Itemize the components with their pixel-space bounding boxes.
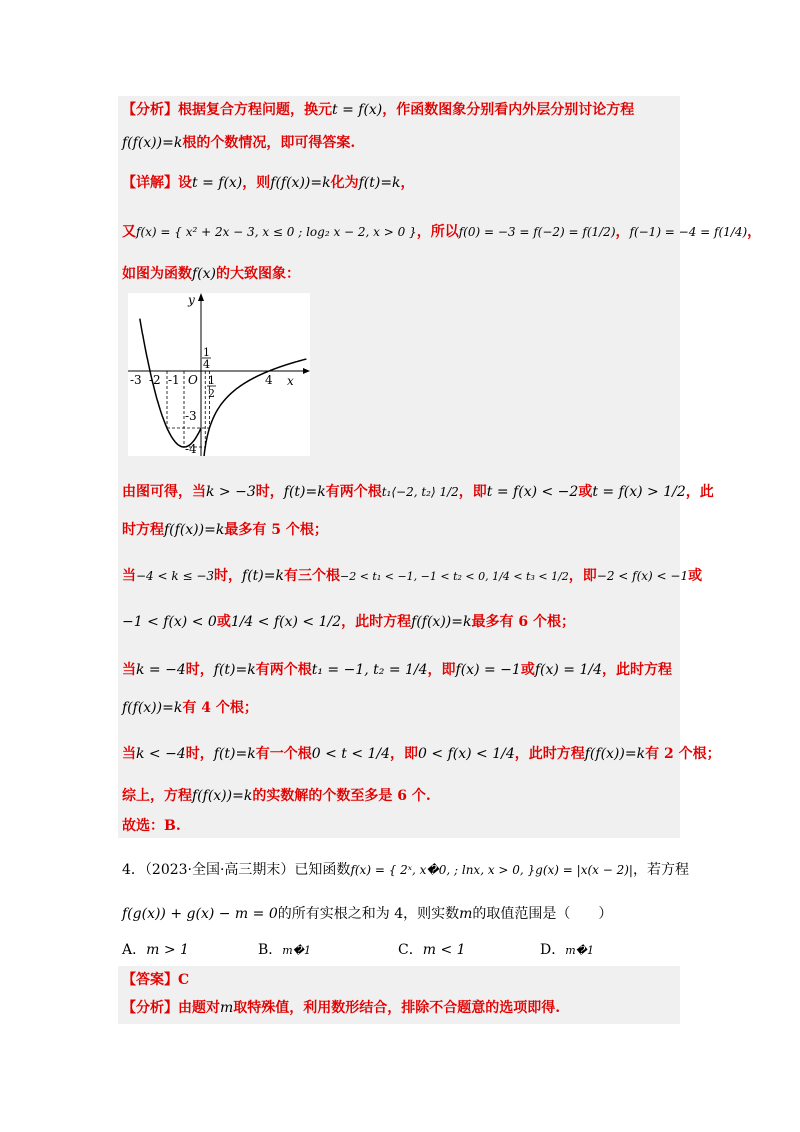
- math-values: f(−1) = −4 = f(1/4): [629, 225, 748, 239]
- math-values: f(0) = −3 = f(−2) = f(1/2): [458, 225, 616, 239]
- math-roots: t₁ = −1, t₂ = 1/4: [311, 662, 428, 678]
- math-substitution: t = f(x): [192, 175, 243, 191]
- x-tick-label-half-den: 2: [208, 387, 215, 400]
- y-tick-label-quarter: 1: [203, 346, 210, 359]
- case1-line-2: [122, 520, 328, 540]
- math-inequality: t = f(x) < −2: [486, 484, 579, 500]
- case-text: 时，: [185, 746, 214, 762]
- math-roots: −2 < t₁ < −1, −1 < t₂ < 0, 1/4 < t₃ < 1/2: [339, 570, 569, 583]
- question-text: 4．（2023·全国·高三期末）已知函数: [122, 862, 351, 878]
- x-tick-label: 4: [265, 373, 273, 387]
- math-condition: k = −4: [136, 662, 186, 678]
- x-axis-label: x: [287, 374, 294, 388]
- y-axis-arrow-icon: [198, 293, 204, 301]
- analysis-label: 【分析】: [122, 1000, 178, 1016]
- graph-caption: [122, 264, 300, 284]
- case-text: 时，: [185, 662, 214, 678]
- option-c: [398, 940, 466, 960]
- case-text: ，即: [458, 484, 487, 500]
- case-text: 有一个根: [255, 746, 312, 762]
- math-function: g(x) = |x(x − 2)|: [535, 863, 633, 877]
- detail-text: ，则: [242, 175, 271, 191]
- caption-text: 的大致图象：: [216, 266, 301, 282]
- case-text: 当: [122, 662, 136, 678]
- case1-line-1: [122, 482, 714, 502]
- math-piecewise: f(x) = { 2ˣ, x�0, ; lnx, x > 0, }: [350, 863, 536, 877]
- case-text: ，此时方程: [341, 614, 412, 630]
- analysis-text: 取特殊值，利用数形结合，排除不合题意的选项即得.: [233, 1000, 561, 1016]
- case3-line-1: [122, 660, 672, 680]
- math-inequality: −1 < f(x) < 0: [122, 614, 217, 630]
- math-equation: f(t)=k: [213, 662, 256, 678]
- case2-line-2: [122, 612, 575, 632]
- case-text: 或: [216, 614, 231, 630]
- math-condition: k > −3: [206, 484, 256, 500]
- detail-line: [122, 173, 415, 193]
- y-tick-label: -4: [185, 442, 197, 456]
- case-text: ，此时方程: [601, 662, 672, 678]
- case3-line-2: [122, 698, 258, 718]
- option-b: [258, 940, 311, 961]
- case-text: 最多有 6 个根；: [471, 614, 575, 630]
- option-label: D．: [540, 942, 566, 958]
- option-value: m > 1: [146, 942, 189, 958]
- math-substitution: t = f(x): [332, 102, 383, 118]
- x-tick-label: -2: [149, 373, 161, 387]
- case-text: ，即: [427, 662, 456, 678]
- case-text: ，此: [685, 484, 714, 500]
- x-tick-label: -1: [168, 373, 180, 387]
- case-text: 由图可得，当: [122, 484, 206, 500]
- y-tick-label-quarter-den: 4: [203, 358, 210, 371]
- question-text: ，若方程: [632, 862, 689, 878]
- case-text: 最多有 5 个根；: [224, 522, 328, 538]
- definition-line: [122, 222, 761, 242]
- case-text: 或: [688, 568, 703, 584]
- case-text: 当: [122, 568, 136, 584]
- answer-value: C: [178, 972, 190, 988]
- caption-text: 如图为函数: [122, 266, 192, 282]
- question-text: 的所有实根之和为 4，则实数: [277, 906, 460, 922]
- math-variable: m: [459, 906, 473, 922]
- analysis-line-2: [122, 133, 355, 153]
- case-text: 或: [520, 662, 535, 678]
- definition-text: ，: [615, 224, 630, 240]
- case-text: 时，: [214, 568, 243, 584]
- y-axis-label: y: [188, 293, 195, 307]
- math-inequality: t = f(x) > 1/2: [592, 484, 686, 500]
- answer-label: 【答案】: [122, 972, 178, 988]
- x-tick-label-half: 1: [208, 374, 215, 387]
- question-text: 的取值范围是（ ）: [472, 906, 613, 922]
- analysis-text: 根的个数情况，即可得答案.: [182, 135, 356, 151]
- case4-line: [122, 744, 721, 764]
- definition-text: 又: [122, 224, 136, 240]
- case-text: ，即: [568, 568, 597, 584]
- answer-line: [122, 970, 189, 990]
- math-condition: k < −4: [136, 746, 186, 762]
- y-tick-label: -3: [185, 409, 197, 423]
- case2-line-1: [122, 566, 702, 587]
- summary-line: [122, 786, 431, 806]
- analysis-text: 由题对: [178, 1000, 220, 1016]
- math-equation: f(t)=k: [242, 568, 284, 584]
- math-equation: f(f(x))=k: [584, 746, 646, 762]
- math-piecewise: f(x) = { x² + 2x − 3, x ≤ 0 ; log₂ x − 2, x > 0 }: [136, 225, 417, 239]
- case-text: ，此时方程: [514, 746, 585, 762]
- case-text: 有三个根: [283, 568, 340, 584]
- analysis-line-1: [122, 100, 634, 120]
- math-condition: −4 < k ≤ −3: [136, 569, 215, 583]
- question4-line-1: [122, 860, 689, 880]
- choice-line: [122, 816, 181, 836]
- option-label: C．: [398, 942, 423, 958]
- function-graph: [128, 293, 310, 456]
- math-equation: f(x) = 1/4: [534, 662, 602, 678]
- case-text: 有两个根: [325, 484, 382, 500]
- x-tick-label: -3: [130, 373, 142, 387]
- summary-text: 综上，方程: [122, 788, 192, 804]
- option-d: [540, 940, 594, 961]
- origin-label: O: [188, 373, 198, 387]
- math-inequality: 0 < f(x) < 1/4: [418, 746, 515, 762]
- math-inequality: −2 < f(x) < −1: [596, 569, 689, 583]
- case-text: 或: [578, 484, 593, 500]
- math-function: f(x): [192, 266, 217, 282]
- math-equation: f(f(x))=k: [122, 700, 183, 716]
- math-equation: f(t)=k: [213, 746, 256, 762]
- option-label: A．: [122, 942, 147, 958]
- definition-text: ，所以: [416, 224, 459, 240]
- case-text: 时，: [255, 484, 284, 500]
- case-text: 当: [122, 746, 136, 762]
- solution-background: [118, 96, 680, 838]
- case-text: ，即: [390, 746, 419, 762]
- question4-line-2: [122, 904, 612, 924]
- case-text: 时方程: [122, 522, 164, 538]
- analysis-text: ，作函数图象分别看内外层分别讨论方程: [382, 102, 635, 118]
- math-equation: f(f(x))=k: [122, 135, 183, 151]
- math-equation: f(f(x))=k: [411, 614, 472, 630]
- detail-text: ，: [400, 175, 415, 191]
- choice-text: 故选：B.: [122, 818, 181, 834]
- option-value: m�1: [282, 944, 312, 957]
- math-roots: t₁⟨−2, t₂⟩ 1/2: [381, 485, 459, 499]
- detail-text: 化为: [330, 175, 359, 191]
- option-label: B．: [258, 942, 283, 958]
- math-equation: f(t)=k: [358, 175, 401, 191]
- math-equation: f(x) = −1: [455, 662, 521, 678]
- option-a: [122, 940, 189, 960]
- math-equation: f(t)=k: [283, 484, 326, 500]
- analysis-text: 根据复合方程问题，换元: [178, 102, 332, 118]
- math-equation: f(f(x))=k: [192, 788, 253, 804]
- option-value: m < 1: [422, 942, 466, 958]
- analysis-label: 【分析】: [122, 102, 178, 118]
- math-equation: f(f(x))=k: [164, 522, 225, 538]
- math-equation: f(f(x))=k: [270, 175, 331, 191]
- math-inequality: 0 < t < 1/4: [311, 746, 391, 762]
- case-text: 有 2 个根；: [645, 746, 721, 762]
- definition-text: ，: [747, 224, 762, 240]
- case-text: 有 4 个根；: [182, 700, 258, 716]
- summary-text: 的实数解的个数至多是 6 个.: [252, 788, 431, 804]
- detail-label: 【详解】: [122, 175, 178, 191]
- math-equation: f(g(x)) + g(x) − m = 0: [122, 906, 278, 922]
- math-variable: m: [220, 1000, 234, 1016]
- x-axis-arrow-icon: [303, 368, 310, 374]
- math-inequality: 1/4 < f(x) < 1/2: [230, 614, 342, 630]
- analysis2-line: [122, 998, 560, 1018]
- option-value: m�1: [565, 944, 594, 957]
- case-text: 有两个根: [255, 662, 312, 678]
- detail-text: 设: [178, 175, 192, 191]
